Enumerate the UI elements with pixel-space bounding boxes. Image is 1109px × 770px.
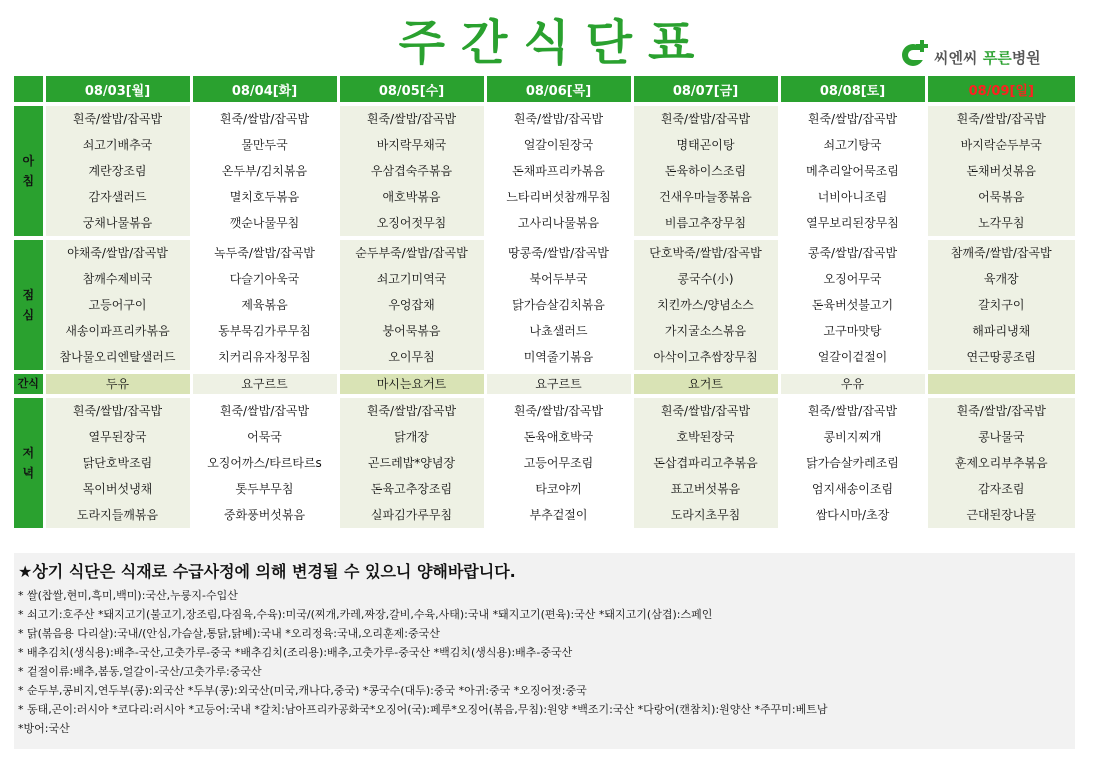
menu-item: 돈육버섯불고기 [811,298,894,312]
menu-item: 호박된장국 [676,430,735,444]
menu-item: 흰죽/쌀밥/잡곡밥 [660,112,751,126]
menu-item: 흰죽/쌀밥/잡곡밥 [807,112,898,126]
dinner-day-cell [779,396,926,528]
lunch-day-cell [926,238,1075,372]
day-header: 08/09[일] [926,76,1075,104]
menu-item: 참깨수제비국 [82,272,153,286]
menu-item: 육개장 [983,272,1019,286]
menu-item: 참나물오리엔탈샐러드 [59,350,176,364]
menu-item: 해파리냉채 [972,324,1031,338]
menu-item: 돈육애호박국 [523,430,594,444]
breakfast-label: 아 침 [14,104,44,238]
day-header: 08/04[화] [191,76,338,104]
menu-item: 콩비지찌개 [823,430,882,444]
menu-item: 흰죽/쌀밥/잡곡밥 [660,404,751,418]
menu-item: 계란장조림 [88,164,147,178]
hospital-name-main: 푸른 [982,49,1012,67]
menu-item: 멸치호두볶음 [229,190,300,204]
menu-item: 쇠고기배추국 [82,138,153,152]
weekly-menu-table [14,76,1075,528]
hospital-logo-icon [900,38,930,68]
menu-item: 콩나물국 [978,430,1025,444]
menu-item: 쇠고기탕국 [823,138,882,152]
menu-item: 열무보리된장무침 [806,216,899,230]
menu-item: 톳두부무침 [235,482,294,496]
lunch-day-cell [191,238,338,372]
menu-item: 치커리유자청무침 [218,350,311,364]
dinner-day-cell [632,396,779,528]
menu-item: 갈치구이 [978,298,1025,312]
lunch-day-cell [485,238,632,372]
lunch-label: 점 심 [14,238,44,372]
menu-item: 흰죽/쌀밥/잡곡밥 [513,112,604,126]
hospital-logo [900,38,1080,72]
menu-item: 흰죽/쌀밥/잡곡밥 [807,404,898,418]
snack-row [14,372,1075,396]
breakfast-day-cell [632,104,779,238]
menu-item: 닭단호박조림 [82,456,153,470]
menu-item: 표고버섯볶음 [670,482,741,496]
menu-item: 연근땅콩조림 [966,350,1037,364]
lunch-row [14,238,1075,372]
menu-item: 메추리알어묵조림 [806,164,899,178]
menu-item: 바지락무채국 [376,138,447,152]
menu-item: 닭개장 [394,430,429,444]
notes-panel [14,553,1075,749]
lunch-day-cell [779,238,926,372]
menu-item: 흰죽/쌀밥/잡곡밥 [72,112,163,126]
lunch-day-cell [44,238,191,372]
snack-cell: 요구르트 [485,372,632,396]
menu-item: 흰죽/쌀밥/잡곡밥 [956,112,1046,126]
menu-item: 오징어무국 [823,272,882,286]
day-header-row [14,76,1075,104]
menu-item: 참깨죽/쌀밥/잡곡밥 [950,246,1052,260]
origin-list [18,586,1073,738]
menu-item: 야채죽/쌀밥/잡곡밥 [67,246,168,260]
menu-item: 감자샐러드 [88,190,147,204]
menu-item: 나쵸샐러드 [529,324,588,338]
dinner-row [14,396,1075,528]
menu-item: 비름고추장무침 [664,216,747,230]
menu-item: 궁채나물볶음 [82,216,153,230]
notice-text: ★상기 식단은 식재로 수급사정에 의해 변경될 수 있으니 양해바랍니다. [18,562,516,581]
snack-cell: 두유 [44,372,191,396]
menu-item: 얼갈이겉절이 [817,350,888,364]
menu-item: 순두부죽/쌀밥/잡곡밥 [355,246,468,260]
menu-item: 노각무침 [978,216,1025,230]
origin-line: * 배추김치(생식용):배추-국산,고춧가루-중국 *배추김치(조리용):배추,고춧가루-중국산 *백김치(생식용):배추-중국산 [18,646,573,659]
menu-item: 훈제오리부추볶음 [954,456,1048,470]
menu-item: 고구마맛탕 [823,324,882,338]
dinner-day-cell [485,396,632,528]
menu-item: 오징어까스/타르타르s [207,456,322,470]
origin-line: *방어:국산 [18,722,70,735]
menu-item: 열무된장국 [88,430,147,444]
dinner-day-cell [926,396,1075,528]
day-header: 08/06[목] [485,76,632,104]
snack-cell [926,372,1075,396]
menu-item: 콩국수(小) [677,272,734,286]
dinner-day-cell [44,396,191,528]
origin-line: * 쌀(찹쌀,현미,흑미,백미):국산,누룽지-수입산 [18,589,238,602]
breakfast-day-cell [926,104,1075,238]
menu-item: 다슬기아욱국 [229,272,300,286]
header-corner [14,76,44,104]
day-header: 08/07[금] [632,76,779,104]
menu-item: 근대된장나물 [966,508,1037,522]
menu-item: 타코야끼 [535,482,582,496]
menu-item: 고등어구이 [88,298,147,312]
menu-item: 미역줄기볶음 [523,350,594,364]
day-header: 08/05[수] [338,76,485,104]
menu-item: 단호박죽/쌀밥/잡곡밥 [649,246,762,260]
menu-item: 땅콩죽/쌀밥/잡곡밥 [508,246,609,260]
menu-item: 고사리나물볶음 [517,216,600,230]
snack-cell: 요거트 [632,372,779,396]
snack-cell: 우유 [779,372,926,396]
breakfast-day-cell [338,104,485,238]
menu-item: 북어두부국 [529,272,588,286]
dinner-day-cell [338,396,485,528]
snack-label: 간식 [14,372,44,396]
menu-item: 가지굴소스볶음 [664,324,747,338]
menu-item: 흰죽/쌀밥/잡곡밥 [956,404,1046,418]
snack-cell: 마시는요거트 [338,372,485,396]
hospital-name-prefix: 씨엔씨 [934,49,983,67]
lunch-day-cell [632,238,779,372]
menu-item: 중화풍버섯볶음 [223,508,306,522]
snack-cell: 요구르트 [191,372,338,396]
menu-item: 쌈다시마/초장 [815,508,890,522]
menu-item: 돈육고추장조림 [370,482,453,496]
menu-item: 흰죽/쌀밥/잡곡밥 [219,112,310,126]
page-title: 주간식단표 [398,15,711,71]
dinner-label: 저 녁 [14,396,44,528]
menu-item: 치킨까스/양념소스 [657,298,754,312]
day-header: 08/08[토] [779,76,926,104]
menu-item: 돈채버섯볶음 [966,164,1037,178]
menu-item: 목이버섯냉채 [82,482,153,496]
menu-item: 새송이파프리카볶음 [65,324,170,338]
menu-item: 녹두죽/쌀밥/잡곡밥 [214,246,315,260]
menu-item: 흰죽/쌀밥/잡곡밥 [366,112,457,126]
breakfast-day-cell [44,104,191,238]
menu-item: 제육볶음 [241,298,288,312]
origin-line: * 쇠고기:호주산 *돼지고기(불고기,장조림,다짐육,수육):미국/(찌개,카레,짜장,갈비,수육,사태):국내 *돼지고기(편육):국산 *돼지고기(삼겹):스페인 [18,608,713,621]
menu-item: 쇠고기미역국 [376,272,447,286]
origin-line: * 겉절이류:배추,봄동,얼갈이-국산/고춧가루:중국산 [18,665,262,678]
menu-item: 건새우마늘쫑볶음 [659,190,752,204]
menu-item: 어묵국 [247,430,282,444]
menu-item: 돈삽겹파리고추볶음 [653,456,758,470]
menu-item: 부추겉절이 [529,508,588,522]
menu-item: 엄지새송이조림 [811,482,894,496]
menu-item: 곤드레밥*양념장 [367,456,456,470]
menu-item: 흰죽/쌀밥/잡곡밥 [513,404,604,418]
menu-item: 흰죽/쌀밥/잡곡밥 [219,404,310,418]
menu-item: 동부묵김가루무침 [218,324,311,338]
menu-item: 도라지들깨볶음 [76,508,159,522]
menu-item: 온두부/김치볶음 [221,164,308,178]
menu-item: 애호박볶음 [382,190,441,204]
breakfast-row [14,104,1075,238]
dinner-day-cell [191,396,338,528]
menu-item: 우엉잡채 [388,298,435,312]
menu-item: 흰죽/쌀밥/잡곡밥 [366,404,457,418]
menu-item: 아삭이고추쌈장무침 [653,350,758,364]
menu-item: 너비아니조림 [817,190,888,204]
lunch-day-cell [338,238,485,372]
menu-item: 우삼겹숙주볶음 [370,164,453,178]
breakfast-day-cell [779,104,926,238]
menu-item: 명태곤이탕 [676,138,735,152]
menu-item: 깻순나물무침 [229,216,300,230]
menu-item: 느타리버섯참깨무침 [506,190,611,204]
origin-line: * 순두부,콩비지,연두부(콩):외국산 *두부(콩):외국산(미국,캐나다,중국) *콩국수(대두):중국 *아귀:중국 *오징어젓:중국 [18,684,587,697]
menu-item: 바지락순두부국 [960,138,1042,152]
breakfast-day-cell [191,104,338,238]
menu-item: 얼갈이된장국 [523,138,594,152]
origin-line: * 동태,곤이:러시아 *코다리:러시아 *고등어:국내 *갈치:남아프리카공화국*오징어(국):페루*오징어(볶음,무침):원양 *백조기:국산 *다랑어(캔참치):원양산 *주꾸미:베트남 [18,703,828,716]
menu-item: 돈육하이스조림 [664,164,747,178]
hospital-name-suffix: 병원 [1011,49,1041,67]
menu-item: 실파김가루무침 [370,508,453,522]
menu-item: 흰죽/쌀밥/잡곡밥 [72,404,163,418]
menu-item: 돈채파프리카볶음 [512,164,605,178]
breakfast-day-cell [485,104,632,238]
menu-item: 콩죽/쌀밥/잡곡밥 [807,246,898,260]
menu-item: 어묵볶음 [978,190,1025,204]
day-header: 08/03[월] [44,76,191,104]
menu-item: 닭가슴살김치볶음 [512,298,605,312]
origin-line: * 닭(볶음용 다리살):국내/(안심,가슴살,통닭,닭볘):국내 *오리정육:국내,오리훈제:중국산 [18,627,440,640]
menu-item: 도라지초무침 [670,508,741,522]
menu-item: 물만두국 [241,138,288,152]
menu-item: 감자조림 [978,482,1025,496]
menu-item: 닭가슴살카레조림 [806,456,899,470]
menu-item: 붕어묵볶음 [382,324,441,338]
menu-item: 고등어무조림 [523,456,594,470]
menu-item: 오징어젓무침 [376,216,447,230]
menu-item: 오이무침 [388,350,435,364]
